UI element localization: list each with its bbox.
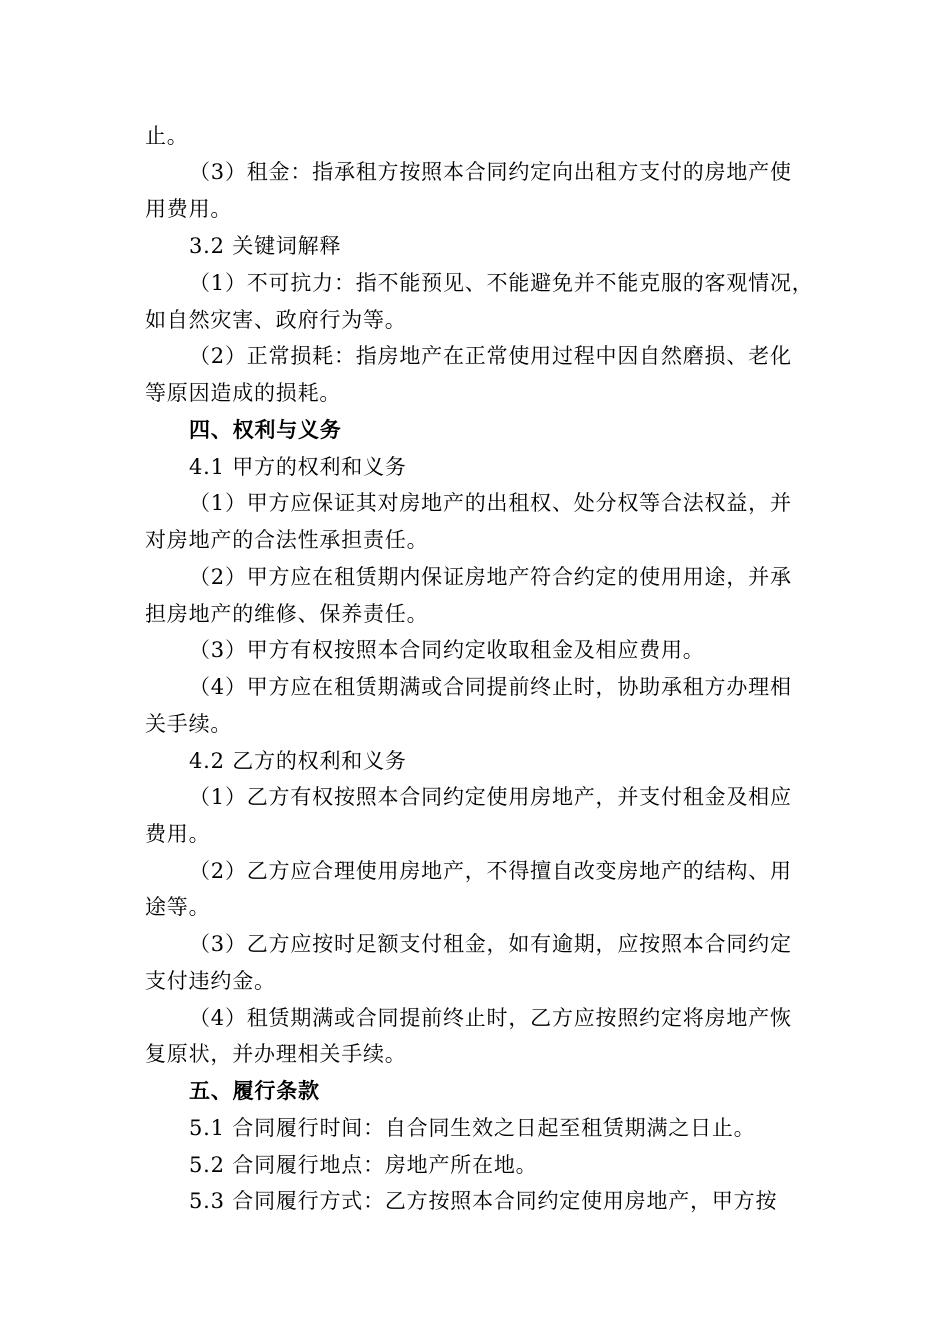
text-line: 支付违约金。	[145, 969, 276, 993]
text-line: （3）甲方有权按照本合同约定收取租金及相应费用。	[189, 638, 705, 662]
text-line: 费用。	[145, 822, 211, 846]
text-line: （2）甲方应在租赁期内保证房地产符合约定的使用用途，并承	[189, 565, 792, 589]
section-heading: 四、权利与义务	[189, 417, 342, 442]
text-line: 担房地产的维修、保养责任。	[145, 602, 429, 626]
subsection-heading: 4.2 乙方的权利和义务	[189, 749, 407, 773]
text-line: 关手续。	[145, 712, 233, 736]
text-line: （1）甲方应保证其对房地产的出租权、处分权等合法权益，并	[189, 491, 792, 515]
text-line: （1）乙方有权按照本合同约定使用房地产，并支付租金及相应	[189, 785, 792, 809]
text-line: 5.3 合同履行方式：乙方按照本合同约定使用房地产，甲方按	[189, 1189, 778, 1213]
text-line: （4）甲方应在租赁期满或合同提前终止时，协助承租方办理相	[189, 675, 792, 699]
text-line: （1）不可抗力：指不能预见、不能避免并不能克服的客观情况，	[189, 271, 814, 295]
text-line: 等原因造成的损耗。	[145, 381, 342, 405]
text-line: 途等。	[145, 895, 211, 919]
text-line: 如自然灾害、政府行为等。	[145, 308, 407, 332]
text-line: 用费用。	[145, 197, 233, 221]
text-line: （2）乙方应合理使用房地产，不得擅自改变房地产的结构、用	[189, 859, 792, 883]
text-line: （3）乙方应按时足额支付租金，如有逾期，应按照本合同约定	[189, 932, 792, 956]
text-line: 5.2 合同履行地点：房地产所在地。	[189, 1153, 538, 1177]
subsection-heading: 3.2 关键词解释	[189, 234, 342, 258]
section-heading: 五、履行条款	[189, 1078, 320, 1103]
text-line: 5.1 合同履行时间：自合同生效之日起至租赁期满之日止。	[189, 1116, 756, 1140]
text-line: （3）租金：指承租方按照本合同约定向出租方支付的房地产使	[189, 160, 792, 184]
text-line: 复原状，并办理相关手续。	[145, 1042, 407, 1066]
text-line: 对房地产的合法性承担责任。	[145, 528, 429, 552]
subsection-heading: 4.1 甲方的权利和义务	[189, 455, 407, 479]
text-line: 止。	[145, 124, 189, 148]
text-line: （2）正常损耗：指房地产在正常使用过程中因自然磨损、老化	[189, 344, 792, 368]
text-line: （4）租赁期满或合同提前终止时，乙方应按照约定将房地产恢	[189, 1006, 792, 1030]
